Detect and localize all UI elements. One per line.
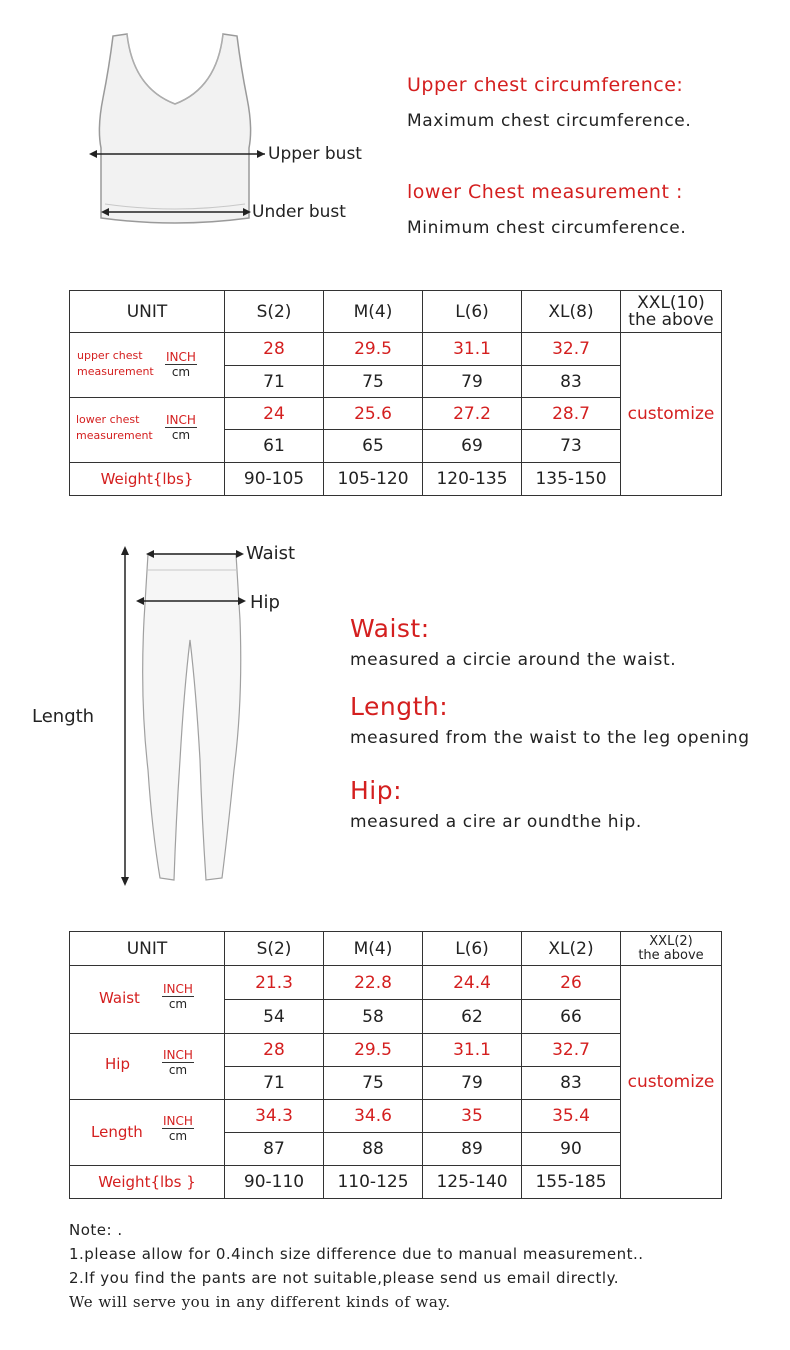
size-header: XL(8) <box>522 291 621 333</box>
size-header: M(4) <box>324 932 423 966</box>
size-header: S(2) <box>225 932 324 966</box>
measurement-name-line1: upper chest <box>77 349 143 362</box>
measurement-label-cell <box>70 333 225 398</box>
inch-value: 28 <box>225 333 324 366</box>
inch-value: 25.6 <box>324 398 423 430</box>
unit-cm: cm <box>171 365 191 379</box>
weight-label: Weight{lbs} <box>70 463 225 496</box>
unit-fraction <box>162 1114 194 1143</box>
cm-value: 71 <box>225 366 324 398</box>
cm-value: 58 <box>324 1000 423 1034</box>
cm-value: 79 <box>423 1067 522 1100</box>
cm-value: 54 <box>225 1000 324 1034</box>
cm-value: 87 <box>225 1133 324 1166</box>
measurement-name <box>77 348 154 380</box>
cm-value: 71 <box>225 1067 324 1100</box>
unit-cm: cm <box>171 428 191 442</box>
measurement-name: Length <box>91 1123 143 1141</box>
hip-body: measured a cire ar oundthe hip. <box>350 812 642 832</box>
inch-value: 24 <box>225 398 324 430</box>
inch-value: 28 <box>225 1034 324 1067</box>
inch-value: 32.7 <box>522 333 621 366</box>
hip-title: Hip: <box>350 776 403 805</box>
upper-chest-title: Upper chest circumference: <box>407 74 684 96</box>
size-header: L(6) <box>423 291 522 333</box>
measurement-name-line1: lower chest <box>76 413 140 426</box>
cm-value: 89 <box>423 1133 522 1166</box>
measurement-label-cell <box>70 398 225 463</box>
leggings-illustration <box>110 540 260 890</box>
weight-label: Weight{lbs } <box>70 1166 225 1199</box>
inch-value: 28.7 <box>522 398 621 430</box>
measurement-name <box>76 412 153 444</box>
size-header: M(4) <box>324 291 423 333</box>
inch-value: 34.6 <box>324 1100 423 1133</box>
cm-value: 83 <box>522 1067 621 1100</box>
under-bust-label: Under bust <box>252 202 346 222</box>
unit-inch: INCH <box>163 1048 193 1062</box>
unit-header: UNIT <box>70 291 225 333</box>
inch-value: 24.4 <box>423 966 522 1000</box>
measurement-label-cell <box>70 1100 225 1166</box>
inch-value: 26 <box>522 966 621 1000</box>
cm-value: 73 <box>522 430 621 463</box>
pants-size-table <box>69 931 722 1199</box>
cm-value: 79 <box>423 366 522 398</box>
unit-inch: INCH <box>166 413 196 427</box>
inch-value: 35.4 <box>522 1100 621 1133</box>
note-heading: Note: . <box>69 1221 123 1239</box>
sports-bra-illustration <box>85 28 265 238</box>
unit-inch: INCH <box>163 982 193 996</box>
hip-label: Hip <box>250 592 280 613</box>
xxl-header <box>621 291 722 333</box>
size-header: S(2) <box>225 291 324 333</box>
bra-outline <box>99 34 250 223</box>
size-header: L(6) <box>423 932 522 966</box>
weight-value: 105-120 <box>324 463 423 496</box>
xxl-line1: XXL(10) <box>637 292 705 313</box>
length-body: measured from the waist to the leg opening <box>350 728 750 748</box>
customize-cell: customize <box>621 966 722 1199</box>
unit-cm: cm <box>168 1129 188 1143</box>
xxl-header <box>621 932 722 966</box>
weight-value: 90-110 <box>225 1166 324 1199</box>
inch-value: 27.2 <box>423 398 522 430</box>
measurement-label-cell <box>70 1034 225 1100</box>
cm-value: 88 <box>324 1133 423 1166</box>
inch-value: 35 <box>423 1100 522 1133</box>
inch-value: 21.3 <box>225 966 324 1000</box>
note-line-3: We will serve you in any different kinds of way. <box>69 1293 451 1311</box>
cm-value: 90 <box>522 1133 621 1166</box>
weight-value: 135-150 <box>522 463 621 496</box>
cm-value: 83 <box>522 366 621 398</box>
upper-bust-label: Upper bust <box>268 144 362 164</box>
waist-title: Waist: <box>350 614 430 643</box>
unit-header: UNIT <box>70 932 225 966</box>
weight-value: 155-185 <box>522 1166 621 1199</box>
note-line-2: 2.If you find the pants are not suitable,please send us email directly. <box>69 1269 620 1287</box>
cm-value: 75 <box>324 1067 423 1100</box>
inch-value: 31.1 <box>423 1034 522 1067</box>
unit-inch: INCH <box>166 350 196 364</box>
size-header: XL(2) <box>522 932 621 966</box>
leggings-outline <box>143 554 241 880</box>
unit-fraction <box>165 413 197 442</box>
cm-value: 65 <box>324 430 423 463</box>
unit-inch: INCH <box>163 1114 193 1128</box>
unit-fraction <box>162 1048 194 1077</box>
lower-chest-body: Minimum chest circumference. <box>407 218 687 238</box>
lower-chest-title: lower Chest measurement : <box>407 181 683 203</box>
measurement-name-line2: measurement <box>76 429 153 442</box>
waist-body: measured a circie around the waist. <box>350 650 677 670</box>
weight-value: 110-125 <box>324 1166 423 1199</box>
inch-value: 29.5 <box>324 1034 423 1067</box>
cm-value: 75 <box>324 366 423 398</box>
inch-value: 29.5 <box>324 333 423 366</box>
cm-value: 61 <box>225 430 324 463</box>
cm-value: 62 <box>423 1000 522 1034</box>
measurement-name: Waist <box>99 989 140 1007</box>
xxl-line2: the above <box>628 309 714 330</box>
unit-cm: cm <box>168 1063 188 1077</box>
unit-fraction <box>165 350 197 379</box>
weight-value: 125-140 <box>423 1166 522 1199</box>
inch-value: 22.8 <box>324 966 423 1000</box>
length-title: Length: <box>350 692 449 721</box>
upper-chest-body: Maximum chest circumference. <box>407 111 692 131</box>
weight-value: 120-135 <box>423 463 522 496</box>
unit-fraction <box>162 982 194 1011</box>
length-label: Length <box>32 706 95 727</box>
measurement-name: Hip <box>105 1055 130 1073</box>
inch-value: 34.3 <box>225 1100 324 1133</box>
xxl-line1: XXL(2) <box>649 933 693 949</box>
waist-label: Waist <box>246 543 296 564</box>
unit-cm: cm <box>168 997 188 1011</box>
cm-value: 69 <box>423 430 522 463</box>
bra-size-table <box>69 290 722 496</box>
customize-cell: customize <box>621 333 722 496</box>
weight-value: 90-105 <box>225 463 324 496</box>
xxl-line2: the above <box>638 947 704 963</box>
note-line-1: 1.please allow for 0.4inch size difference due to manual measurement.. <box>69 1245 644 1263</box>
measurement-label-cell <box>70 966 225 1034</box>
inch-value: 31.1 <box>423 333 522 366</box>
measurement-name-line2: measurement <box>77 365 154 378</box>
inch-value: 32.7 <box>522 1034 621 1067</box>
cm-value: 66 <box>522 1000 621 1034</box>
